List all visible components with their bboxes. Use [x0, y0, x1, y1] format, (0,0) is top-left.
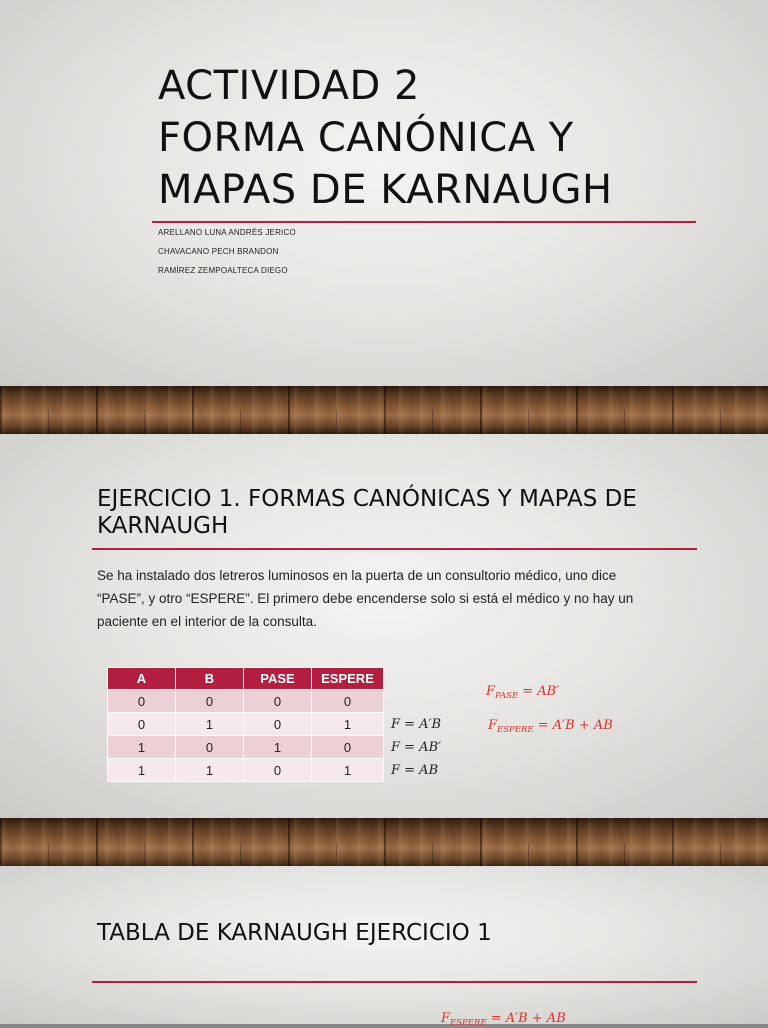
table-cell: 0: [244, 759, 312, 782]
pase-function-f: F: [486, 684, 496, 699]
header-espere: ESPERE: [312, 668, 384, 690]
table-cell: 1: [312, 713, 384, 736]
table-cell: 1: [176, 713, 244, 736]
authors-list: [158, 228, 296, 285]
karnaugh-divider: [92, 981, 697, 983]
exercise-title-line-1: EJERCICIO 1. FORMAS CANÓNICAS Y MAPAS DE: [97, 486, 637, 512]
title-line-2: FORMA CANÓNICA Y: [158, 115, 574, 161]
table-cell: 0: [244, 713, 312, 736]
table-cell: 0: [312, 690, 384, 713]
table-cell: 0: [176, 736, 244, 759]
table-cell: 0: [176, 690, 244, 713]
table-row: [108, 759, 384, 782]
espere-function: [488, 718, 613, 733]
exercise-title-line-2: KARNAUGH: [97, 513, 229, 539]
author-3: RAMÍREZ ZEMPOALTECA DIEGO: [158, 266, 288, 275]
statement-line-1: Se ha instalado dos letreros luminosos en la puerta de un consultorio médico, uno dice: [97, 568, 617, 583]
row-3-equation: F = AB′: [391, 740, 442, 755]
header-b: B: [176, 668, 244, 690]
table-row: [108, 736, 384, 759]
table-row: [108, 713, 384, 736]
espere-kmap-rhs: = A′B + AB: [486, 1011, 566, 1026]
truth-table-header: [108, 668, 384, 690]
table-cell: 1: [176, 759, 244, 782]
karnaugh-table-title: TABLA DE KARNAUGH EJERCICIO 1: [97, 920, 492, 946]
statement-line-3: paciente en el interior de la consulta.: [97, 614, 317, 629]
espere-kmap-sub: ESPERE: [450, 1018, 487, 1028]
author-1: ARELLANO LUNA ANDRÉS JERICO: [158, 228, 296, 237]
row-4-equation: F = AB: [391, 763, 439, 778]
truth-table: [107, 667, 384, 782]
pase-function-rhs: = AB′: [518, 684, 560, 699]
table-cell: 1: [108, 759, 176, 782]
slide-1: [0, 0, 768, 388]
table-cell: 1: [108, 736, 176, 759]
espere-function-rhs: = A′B + AB: [533, 718, 613, 733]
table-cell: 0: [108, 713, 176, 736]
espere-function-sub: ESPERE: [497, 725, 534, 735]
wood-floor-2: [0, 818, 768, 868]
espere-function-f: F: [488, 718, 498, 733]
row-2-equation: F = A′B: [391, 717, 442, 732]
table-cell: 0: [108, 690, 176, 713]
header-a: A: [108, 668, 176, 690]
exercise-title: [97, 486, 637, 540]
table-cell: 1: [244, 736, 312, 759]
espere-kmap-f: F: [441, 1011, 451, 1026]
table-row: [108, 690, 384, 713]
title-line-3: MAPAS DE KARNAUGH: [158, 167, 613, 213]
title-line-1: ACTIVIDAD 2: [158, 63, 420, 109]
author-2: CHAVACANO PECH BRANDON: [158, 247, 279, 256]
presentation-title: [158, 60, 613, 216]
pase-function-sub: PASE: [495, 691, 519, 701]
table-cell: 1: [312, 759, 384, 782]
statement-line-2: “PASE”, y otro “ESPERE”. El primero debe encenderse solo si está el médico y no hay un: [97, 591, 634, 606]
pase-function: [486, 684, 559, 699]
title-divider: [152, 221, 696, 223]
table-cell: 0: [244, 690, 312, 713]
wood-floor-1: [0, 386, 768, 434]
exercise-divider: [92, 548, 697, 550]
problem-statement: [97, 564, 697, 633]
table-cell: 0: [312, 736, 384, 759]
header-pase: PASE: [244, 668, 312, 690]
